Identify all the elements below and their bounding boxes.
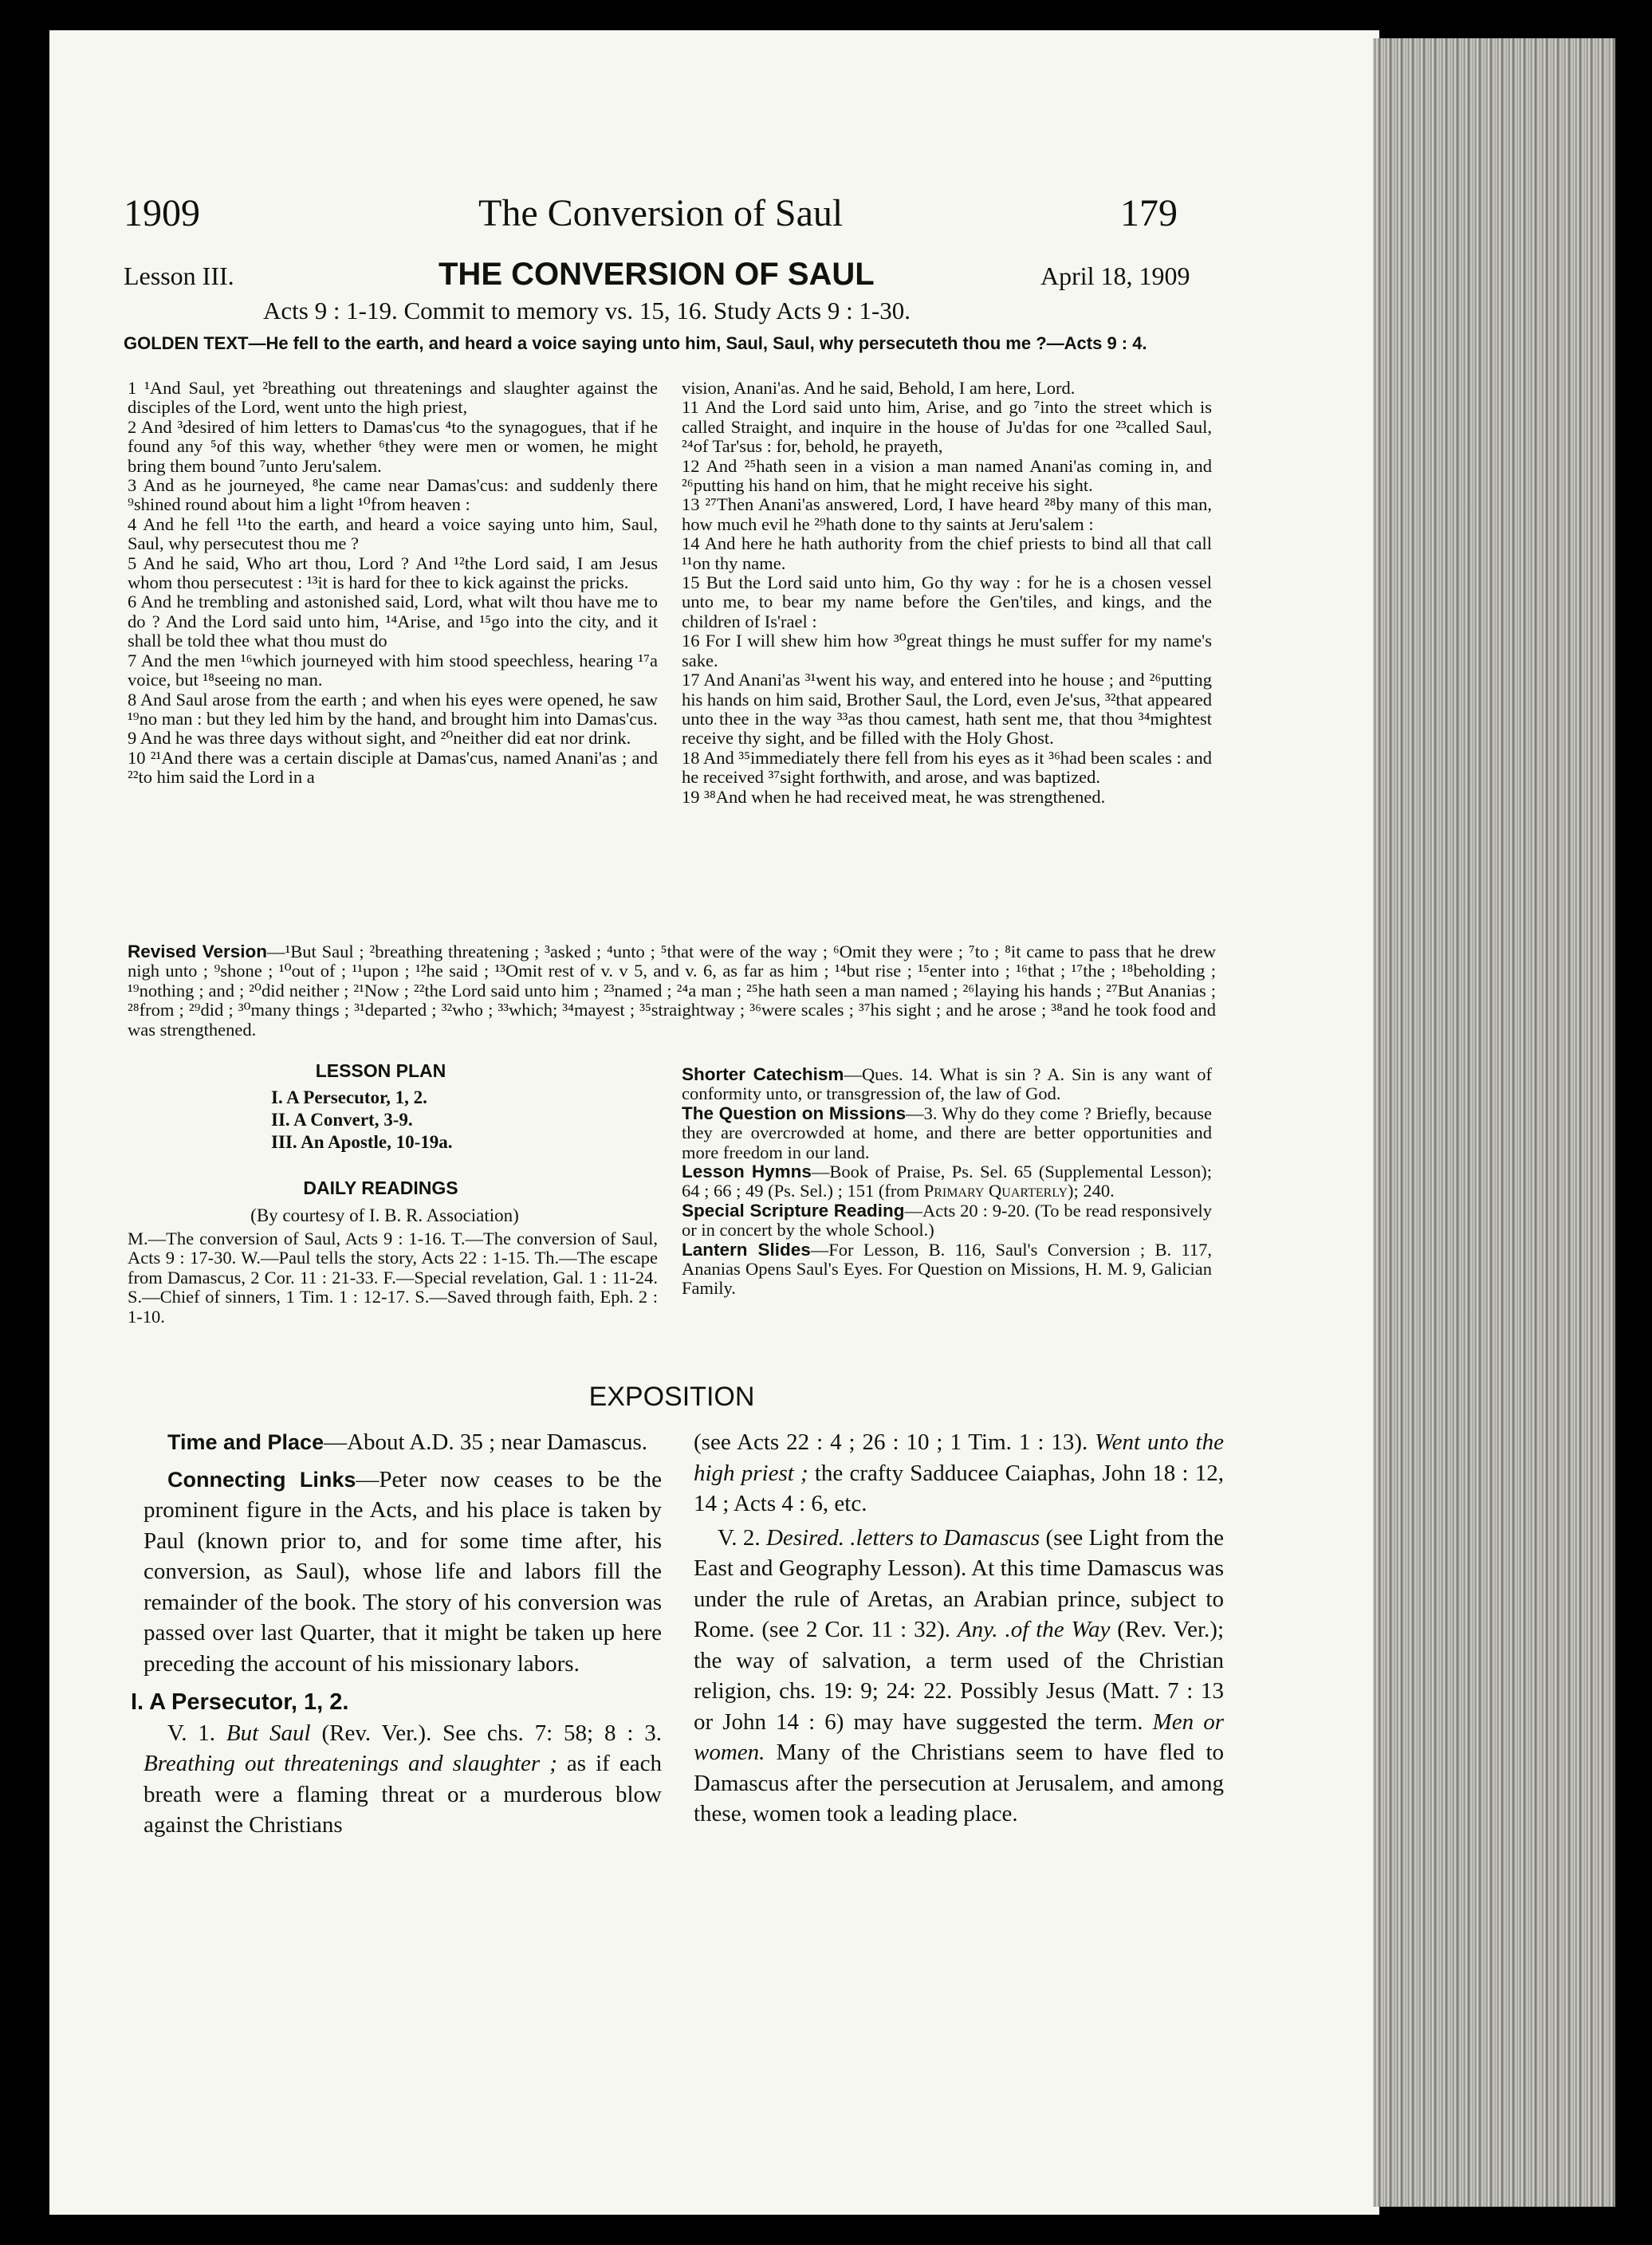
verses-left-column — [128, 379, 658, 788]
catechism-label: Shorter Catechism — [682, 1064, 844, 1084]
verse-2-note: V. 2. Desired. .letters to Damascus (see Light from the East and Geography Lesson). At this time Damascus was under the rule of Aretas, an Arabian prince, subject to Rome. (see 2 Cor. 11 : 32). Any. .of the Way (Rev. Ver.); the way of salvation, a term used of the Christian religion, chs. 19: 9; 24: 22. Possibly Jesus (Matt. 7 : 13 or John 14 : 6) may have suggested the term. Men or women. Many of the Christians seem to have fled to Damascus after the persecution at Jerusalem, and among these, women took a leading place. — [694, 1524, 1225, 1826]
verse-1-note: V. 1. But Saul (Rev. Ver.). See chs. 7: 58; 8 : 3. Breathing out threatenings and slaughter ; as if each breath were a flaming threat or a murderous blow against the Christians — [144, 1720, 662, 1838]
daily-readings-courtesy: (By courtesy of I. B. R. Association) — [250, 1205, 519, 1225]
lantern-slides: Lantern Slides—For Lesson, B. 116, Saul's Conversion ; B. 117, Ananias Opens Saul's Eyes. For Question on Missions, H. M. 9, Galician Family. — [682, 1239, 1212, 1299]
verse: 3 And as he journeyed, ⁸he came near Damas'cus: and suddenly there ⁹shined round about him a light ¹⁰from heaven : — [128, 475, 658, 515]
verse-1-note-cont: (see Acts 22 : 4 ; 26 : 10 ; 1 Tim. 1 : 13). Went unto the high priest ; the crafty Sadducee Caiaphas, John 18 : 12, 14 ; Acts 4 : 6, etc. — [694, 1429, 1224, 1516]
exposition-left-column — [131, 1427, 662, 1841]
verses-right-column — [682, 379, 1212, 807]
lesson-title: THE CONVERSION OF SAUL — [439, 257, 875, 292]
verse: 17 And Anani'as ³¹went his way, and entered into he house ; and ²⁶putting his hands on him said, Brother Saul, the Lord, even Je'sus, ³²that appeared unto thee in the way ³³as thou camest, hath sent me, that thou ³⁴mightest receive thy sight, and be filled with the Holy Ghost. — [682, 670, 1212, 749]
lesson-plan-heading: LESSON PLAN — [315, 1060, 446, 1081]
scripture-label: Special Scripture Reading — [682, 1200, 905, 1221]
verse: 6 And he trembling and astonished said, Lord, what wilt thou have me to do ? And the Lord said unto him, ¹⁴Arise, and ¹⁵go into the city, and it shall be told thee what thou must do — [128, 592, 658, 651]
revised-version-text: —¹But Saul ; ²breathing threatening ; ³asked ; ⁴unto ; ⁵that were of the way ; ⁶Omit they were ; ⁷to ; ⁸it came to pass that he drew nigh unto ; ⁹shone ; ¹⁰out of ; ¹¹upon ; ¹²he said ; ¹³Omit rest of v. v 5, and v. 6, as far as him ; ¹⁴but rise ; ¹⁵enter into ; ¹⁶that ; ¹⁷the ; ¹⁸beholding ; ¹⁹nothing ; and ; ²⁰did neither ; ²¹Now ; ²²the Lord said unto him ; ²³named ; ²⁴a man ; ²⁵he hath seen a man named ; ²⁶laying his hands ; ²⁷But Ananias ; ²⁸from ; ²⁹did ; ³⁰many things ; ³¹departed ; ³²who ; ³³which; ³⁴mayest ; ³⁵straightway ; ³⁶were scales ; ³⁷his sight ; and he arose ; ³⁸and he took food and was strengthened. — [128, 942, 1216, 1040]
verse: 12 And ²⁵hath seen in a vision a man named Anani'as coming in, and ²⁶putting his hand on him, that he might receive his sight. — [682, 455, 1212, 496]
lesson-plan-list — [271, 1087, 658, 1154]
daily-readings-heading: DAILY READINGS — [303, 1178, 458, 1198]
special-scripture: Special Scripture Reading—Acts 20 : 9-20. (To be read responsively or in concert by the whole School.) — [682, 1200, 1212, 1240]
passage-line: Acts 9 : 1-19. Commit to memory vs. 15, 16. Study Acts 9 : 1-30. — [263, 297, 911, 324]
plan-item: II. A Convert, 3-9. — [271, 1110, 413, 1130]
header-year: 1909 — [124, 192, 200, 234]
verse: 9 And he was three days without sight, and ²⁰neither did eat nor drink. — [128, 728, 631, 749]
section-heading: I. A Persecutor, 1, 2. — [131, 1689, 349, 1715]
exposition-heading: EXPOSITION — [588, 1382, 755, 1412]
hymns-label: Lesson Hymns — [682, 1162, 812, 1182]
lesson-date: April 18, 1909 — [1040, 261, 1190, 290]
verse: vision, Anani'as. And he said, Behold, I am here, Lord. — [682, 378, 1076, 398]
verse: 14 And here he hath authority from the chief priests to bind all that call ¹¹on thy name. — [682, 533, 1212, 573]
missions: The Question on Missions—3. Why do they come ? Briefly, because they are overcrowded at home, and there are better opportunities and more freedom in our land. — [682, 1103, 1212, 1162]
verse: 4 And he fell ¹¹to the earth, and heard a voice saying unto him, Saul, Saul, why persecutest thou me ? — [128, 513, 658, 554]
missions-label: The Question on Missions — [682, 1103, 907, 1123]
verse: 19 ³⁸And when he had received meat, he was strengthened. — [682, 786, 1106, 807]
verse: 11 And the Lord said unto him, Arise, and go ⁷into the street which is called Straight, and inquire in the house of Ju'das for one ²³called Saul, ²⁴of Tar'sus : for, behold, he prayeth, — [682, 397, 1212, 457]
golden-text: GOLDEN TEXT—He fell to the earth, and heard a voice saying unto him, Saul, Saul, why persecuteth thou me ?—Acts 9 : 4. — [124, 333, 1147, 353]
lesson-plan-block — [128, 1060, 658, 1327]
plan-item: III. An Apostle, 10-19a. — [271, 1132, 453, 1152]
verse: 7 And the men ¹⁶which journeyed with him stood speechless, hearing ¹⁷a voice, but ¹⁸seeing no man. — [128, 650, 658, 690]
lesson-notes — [682, 1065, 1212, 1299]
hymns: Lesson Hymns—Book of Praise, Ps. Sel. 65 (Supplemental Lesson); 64 ; 66 ; 49 (Ps. Sel.) ; 151 (from Primary Quarterly); 240. — [682, 1162, 1212, 1201]
header-title: The Conversion of Saul — [478, 192, 844, 234]
verse: 18 And ³⁵immediately there fell from his eyes as it ³⁶had been scales : and he received ³⁷sight forthwith, and arose, and was baptized. — [682, 747, 1212, 788]
verse: 16 For I will shew him how ³⁰great things he must suffer for my name's sake. — [682, 631, 1212, 670]
page-edges — [1373, 38, 1615, 2207]
verse: 15 But the Lord said unto him, Go thy way : for he is a chosen vessel unto me, to bear my name before the Gen'tiles, and kings, and the children of Is'rael : — [682, 572, 1212, 631]
verse: 2 And ³desired of him letters to Damas'cus ⁴to the synagogues, that if he found any ⁵of this way, whether ⁶they were men or women, he might bring them bound ⁷unto Jeru'salem. — [128, 416, 658, 476]
verse: 10 ²¹And there was a certain disciple at Damas'cus, named Anani'as ; and ²²to him said the Lord in a — [128, 747, 658, 788]
slides-label: Lantern Slides — [682, 1239, 811, 1260]
revised-version-label: Revised Version — [128, 942, 268, 961]
verse: 1 ¹And Saul, yet ²breathing out threatenings and slaughter against the disciples of the Lord, went unto the high priest, — [128, 378, 658, 418]
catechism: Shorter Catechism—Ques. 14. What is sin ? A. Sin is any want of conformity unto, or transgression of, the law of God. — [682, 1064, 1213, 1104]
verse: 8 And Saul arose from the earth ; and when his eyes were opened, he saw ¹⁹no man : but they led him by the hand, and brought him into Damas'cus. — [128, 689, 658, 729]
revised-version — [128, 942, 1216, 1040]
plan-item: I. A Persecutor, 1, 2. — [271, 1087, 427, 1107]
connecting-links: Connecting Links—Peter now ceases to be the prominent figure in the Acts, and his place is taken by Paul (known prior to, and for some time after, his conversion, as Saul), whose life and labors fill the remainder of the book. The story of his conversion was passed over last Quarter, that it might be taken up here preceding the account of his missionary labors. — [144, 1466, 662, 1677]
daily-readings-text: M.—The conversion of Saul, Acts 9 : 1-16. T.—The conversion of Saul, Acts 9 : 17-30. W.—Paul tells the story, Acts 22 : 1-15. Th.—The escape from Damascus, 2 Cor. 11 : 21-33. F.—Special revelation, Gal. 1 : 11-24. S.—Chief of sinners, 1 Tim. 1 : 12-17. S.—Saved through faith, Eph. 2 : 1-10. — [128, 1229, 658, 1327]
page-number: 179 — [1120, 192, 1178, 234]
verse: 5 And he said, Who art thou, Lord ? And ¹²the Lord said, I am Jesus whom thou persecutest : ¹³it is hard for thee to kick against the pricks. — [128, 552, 658, 593]
exposition-right-column — [694, 1427, 1224, 1830]
verse: 13 ²⁷Then Anani'as answered, Lord, I have heard ²⁸by many of this man, how much evil he ²⁹hath done to thy saints at Jeru'salem : — [682, 494, 1212, 534]
time-and-place: Time and Place—About A.D. 35 ; near Damascus. — [167, 1429, 648, 1455]
lesson-number: Lesson III. — [124, 261, 234, 290]
